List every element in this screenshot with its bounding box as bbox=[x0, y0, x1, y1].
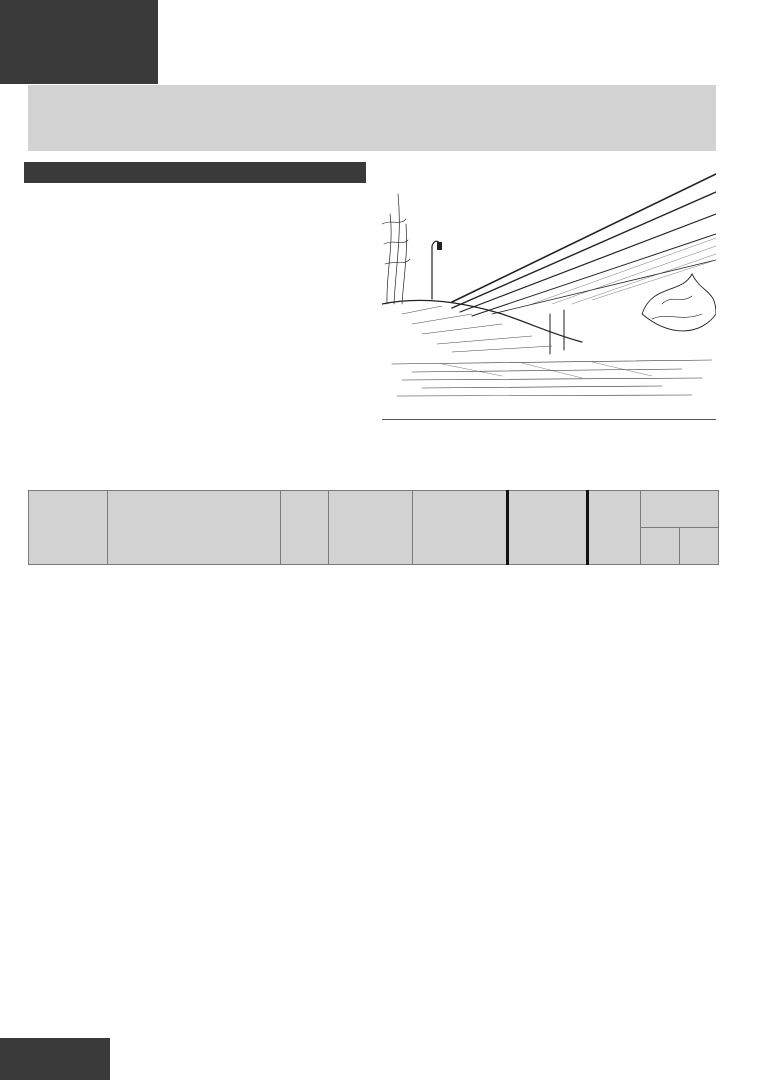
col-header-jm bbox=[281, 491, 329, 565]
col-header-udzial bbox=[588, 491, 641, 565]
document-code bbox=[0, 0, 158, 84]
col-header-zmiany-b bbox=[680, 528, 719, 565]
characteristics-heading bbox=[24, 162, 366, 183]
price-row-length bbox=[34, 90, 704, 118]
page-number bbox=[0, 1038, 110, 1080]
col-header-cj bbox=[329, 491, 413, 565]
col-header-wartosc bbox=[413, 491, 508, 565]
caption-divider bbox=[382, 419, 716, 420]
bridge-perspective-sketch bbox=[382, 164, 716, 400]
col-header-opis bbox=[108, 491, 281, 565]
col-header-zmiany-a bbox=[641, 528, 680, 565]
col-header-wskaznik bbox=[508, 491, 588, 565]
price-table bbox=[28, 490, 719, 565]
col-header-zmiany bbox=[641, 491, 719, 528]
unit-price-band bbox=[28, 85, 716, 151]
col-header-kod bbox=[29, 491, 108, 565]
price-row-area bbox=[34, 118, 704, 146]
